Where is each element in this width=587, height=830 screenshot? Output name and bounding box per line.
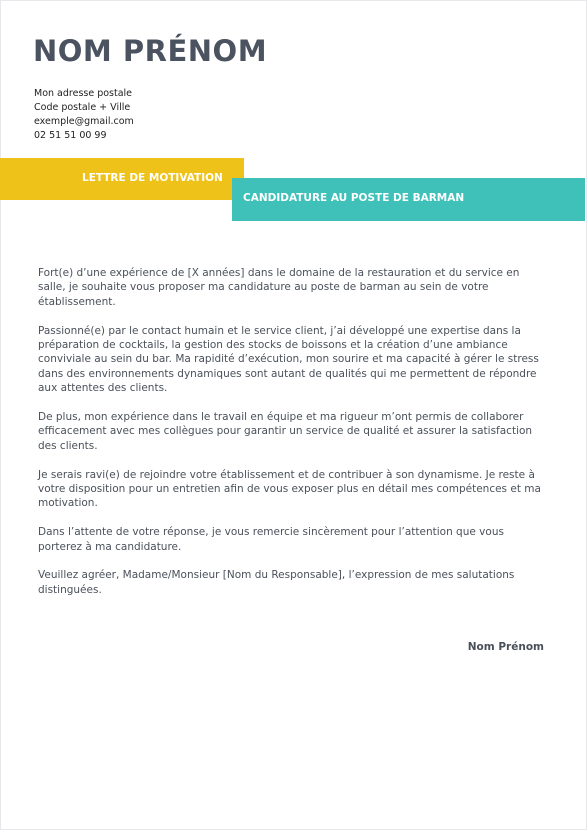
- signature: Nom Prénom: [467, 641, 544, 653]
- letter-paragraph: De plus, mon expérience dans le travail en équipe et ma rigueur m’ont permis de collaborer efficacement avec mes collègues pour garantir un service de qualité et assurer la satisfaction des clients.: [38, 411, 533, 452]
- address-line-2: Code postale + Ville: [34, 102, 131, 113]
- position-banner-label: CANDIDATURE AU POSTE DE BARMAN: [243, 192, 465, 204]
- letter-paragraph: Je serais ravi(e) de rejoindre votre établissement et de contribuer à son dynamisme. Je reste à votre disposition pour un entretien afin de vous exposer plus en détail mes compétences et ma motivation.: [38, 468, 541, 510]
- address-line-1: Mon adresse postale: [34, 88, 133, 99]
- contact-block: [34, 87, 134, 143]
- letter-paragraph: Fort(e) d’une expérience de [X années] dans le domaine de la restauration et du service en salle, je souhaite vous proposer ma candidature au poste de barman au sein de votre établissement.: [38, 267, 520, 308]
- letter-body: [38, 266, 550, 612]
- letter-paragraph: Passionné(e) par le contact humain et le service client, j’ai développé une expertise dans la préparation de cocktails, la gestion des stocks de boissons et la création d’une ambiance conviviale au sein du bar. Ma rapidité d’exécution, mon sourire et ma capacité à gérer le stress dans des environnements dynamiques sont autant de qualités qui me permettent de répondre aux attentes des clients.: [38, 324, 539, 395]
- email-text: exemple@gmail.com: [34, 116, 134, 127]
- phone-text: 02 51 51 00 99: [34, 130, 107, 141]
- letter-paragraph: Veuillez agréer, Madame/Monsieur [Nom du Responsable], l’expression de mes salutations distinguées.: [38, 569, 515, 596]
- letter-paragraph: Dans l’attente de votre réponse, je vous remercie sincèrement pour l’attention que vous porterez à ma candidature.: [38, 526, 504, 553]
- applicant-name: NOM PRÉNOM: [33, 34, 268, 68]
- motivation-banner-label: LETTRE DE MOTIVATION: [82, 172, 223, 184]
